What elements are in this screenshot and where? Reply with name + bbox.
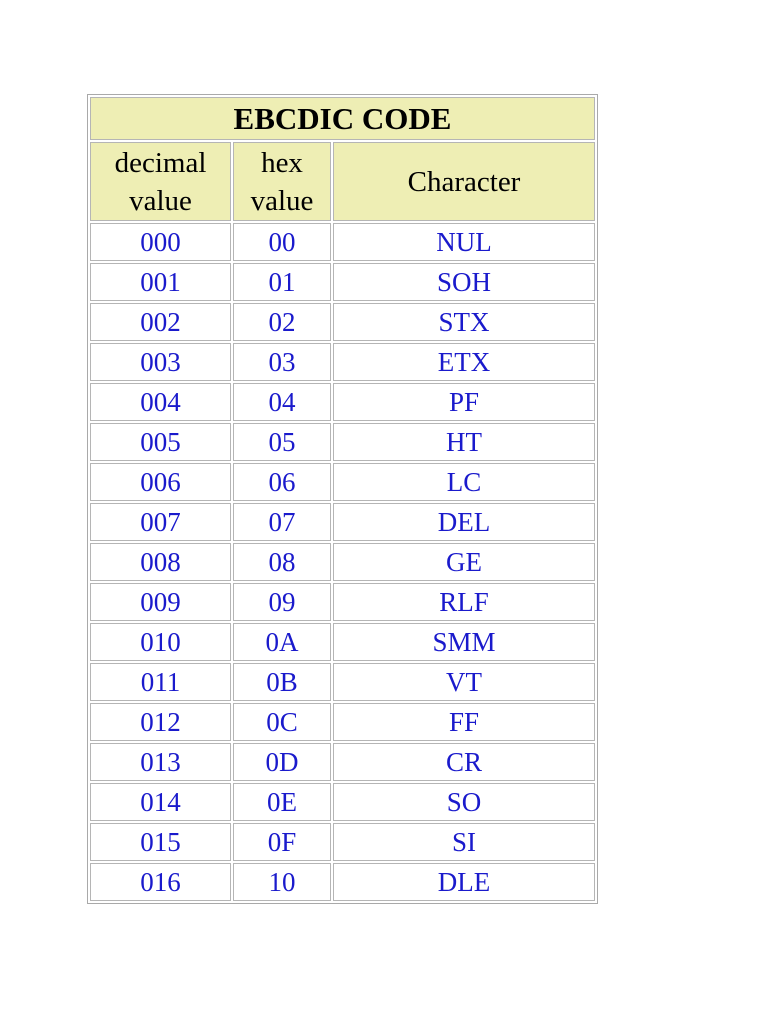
table-header-row — [90, 142, 595, 221]
decimal-cell: 003 — [90, 343, 231, 381]
hex-cell: 0C — [233, 703, 331, 741]
decimal-cell: 012 — [90, 703, 231, 741]
hex-cell: 0D — [233, 743, 331, 781]
character-cell: SI — [333, 823, 595, 861]
header-decimal-value — [90, 142, 231, 221]
character-cell: LC — [333, 463, 595, 501]
table-row — [90, 303, 595, 341]
table-title-row — [90, 97, 595, 140]
header-hex-line2: value — [250, 184, 314, 217]
table-row — [90, 543, 595, 581]
table-row — [90, 463, 595, 501]
character-cell: DLE — [333, 863, 595, 901]
decimal-cell: 008 — [90, 543, 231, 581]
character-cell: SO — [333, 783, 595, 821]
decimal-cell: 009 — [90, 583, 231, 621]
decimal-cell: 000 — [90, 223, 231, 261]
decimal-cell: 006 — [90, 463, 231, 501]
hex-cell: 00 — [233, 223, 331, 261]
character-cell: PF — [333, 383, 595, 421]
hex-cell: 0B — [233, 663, 331, 701]
decimal-cell: 011 — [90, 663, 231, 701]
character-cell: CR — [333, 743, 595, 781]
table-row — [90, 743, 595, 781]
decimal-cell: 001 — [90, 263, 231, 301]
hex-cell: 07 — [233, 503, 331, 541]
header-decimal-line1: decimal — [114, 146, 207, 179]
table-row — [90, 583, 595, 621]
table-row — [90, 623, 595, 661]
decimal-cell: 014 — [90, 783, 231, 821]
hex-cell: 06 — [233, 463, 331, 501]
hex-cell: 0A — [233, 623, 331, 661]
table-row — [90, 503, 595, 541]
decimal-cell: 013 — [90, 743, 231, 781]
table-row — [90, 783, 595, 821]
header-hex-line1: hex — [261, 146, 303, 179]
hex-cell: 05 — [233, 423, 331, 461]
hex-cell: 03 — [233, 343, 331, 381]
hex-cell: 04 — [233, 383, 331, 421]
decimal-cell: 010 — [90, 623, 231, 661]
hex-cell: 02 — [233, 303, 331, 341]
table-row — [90, 663, 595, 701]
hex-cell: 09 — [233, 583, 331, 621]
ebcdic-table — [87, 94, 598, 904]
character-cell: SOH — [333, 263, 595, 301]
decimal-cell: 005 — [90, 423, 231, 461]
table-row — [90, 223, 595, 261]
character-cell: HT — [333, 423, 595, 461]
decimal-cell: 015 — [90, 823, 231, 861]
character-cell: RLF — [333, 583, 595, 621]
character-cell: VT — [333, 663, 595, 701]
hex-cell: 0F — [233, 823, 331, 861]
ebcdic-table-body — [90, 97, 595, 901]
character-cell: SMM — [333, 623, 595, 661]
character-cell: NUL — [333, 223, 595, 261]
decimal-cell: 004 — [90, 383, 231, 421]
character-cell: GE — [333, 543, 595, 581]
character-cell: ETX — [333, 343, 595, 381]
hex-cell: 0E — [233, 783, 331, 821]
hex-cell: 10 — [233, 863, 331, 901]
character-cell: STX — [333, 303, 595, 341]
table-row — [90, 823, 595, 861]
table-row — [90, 263, 595, 301]
header-decimal-line2: value — [129, 184, 192, 217]
table-row — [90, 343, 595, 381]
character-cell: FF — [333, 703, 595, 741]
table-row — [90, 383, 595, 421]
hex-cell: 01 — [233, 263, 331, 301]
header-hex-value — [233, 142, 331, 221]
table-row — [90, 423, 595, 461]
table-row — [90, 703, 595, 741]
decimal-cell: 002 — [90, 303, 231, 341]
decimal-cell: 007 — [90, 503, 231, 541]
header-character: Character — [333, 142, 595, 221]
hex-cell: 08 — [233, 543, 331, 581]
character-cell: DEL — [333, 503, 595, 541]
decimal-cell: 016 — [90, 863, 231, 901]
table-row — [90, 863, 595, 901]
table-title: EBCDIC CODE — [90, 97, 595, 140]
